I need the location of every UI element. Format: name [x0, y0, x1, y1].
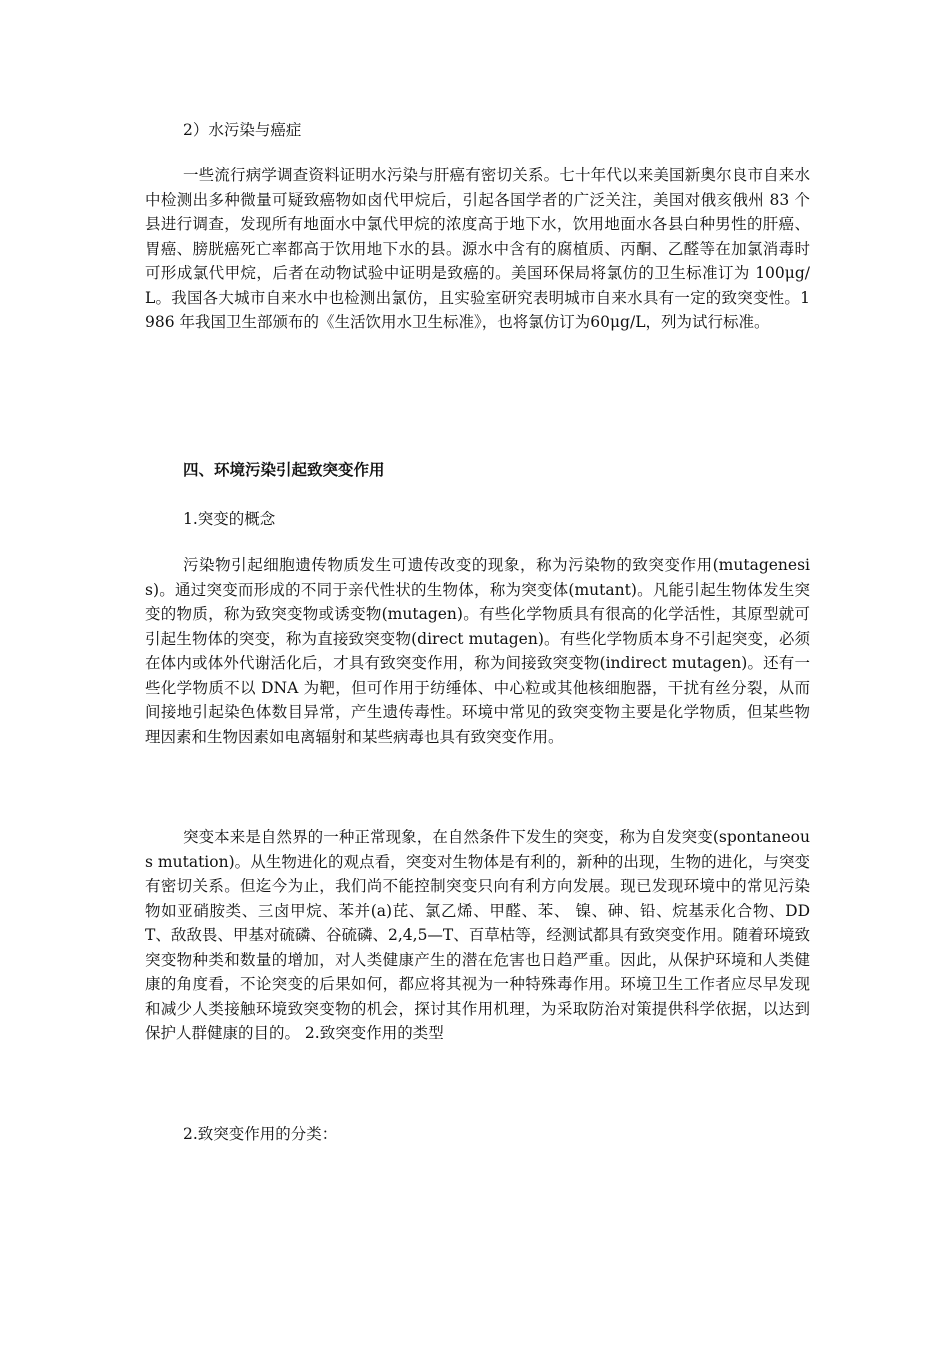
paragraph-water-pollution-cancer: 一些流行病学调查资料证明水污染与肝癌有密切关系。七十年代以来美国新奥尔良市自来水中检测出多种微量可疑致癌物如卤代甲烷后，引起各国学者的广泛关注，美国对俄亥俄州 83 个县进行调查，发现所有地面水中氯代甲烷的浓度高于地下水，饮用地面水各县白种男性的肝癌、胃癌、膀胱癌死亡率都高于饮用地下水的县。源水中含有的腐植质、丙酮、乙醛等在加氯消毒时可形成氯代甲烷，后者在动物试验中证明是致癌的。美国环保局将氯仿的卫生标准订为 100μg/L。我国各大城市自来水中也检测出氯仿，且实验室研究表明城市自来水具有一定的致突变性。1986 年我国卫生部颁布的《生活饮用水卫生标准》，也将氯仿订为60μg/L，列为试行标准。 [145, 166, 810, 331]
paragraph-spontaneous-mutation: 突变本来是自然界的一种正常现象，在自然条件下发生的突变，称为自发突变(spontaneous mutation)。从生物进化的观点看，突变对生物体是有利的，新种的出现，生物的进化，与突变有密切关系。但迄今为止，我们尚不能控制突变只向有利方向发展。现已发现环境中的常见污染物如亚硝胺类、三卤甲烷、苯并(a)芘、氯乙烯、甲醛、苯、 镍、砷、铅、烷基汞化合物、DDT、敌敌畏、甲基对硫磷、谷硫磷、2,4,5—T、百草枯等，经测试都具有致突变作用。随着环境致突变物种类和数量的增加，对人类健康产生的潜在危害也日趋严重。因此，从保护环境和人类健康的角度看，不论突变的后果如何，都应将其视为一种特殊毒作用。环境卫生工作者应尽早发现和减少人类接触环境致突变物的机会，探讨其作用机理，为采取防治对策提供科学依据，以达到保护人群健康的目的。 2.致突变作用的类型 [145, 828, 810, 1042]
paragraph-mutation-concept: 污染物引起细胞遗传物质发生可遗传改变的现象，称为污染物的致突变作用(mutagenesis)。通过突变而形成的不同于亲代性状的生物体，称为突变体(mutant)。凡能引起生物体发生突变的物质，称为致突变物或诱变物(mutagen)。有些化学物质具有很高的化学活性，其原型就可引起生物体的突变，称为直接致突变物(direct mutagen)。有些化学物质本身不引起突变，必须在体内或体外代谢活化后，才具有致突变作用，称为间接致突变物(indirect mutagen)。还有一些化学物质不以 DNA 为靶，但可作用于纺缍体、中心粒或其他核细胞器，干扰有丝分裂，从而间接地引起染色体数目异常，产生遗传毒性。环境中常见的致突变物主要是化学物质，但某些物理因素和生物因素如电离辐射和某些病毒也具有致突变作用。 [145, 556, 810, 746]
chapter-heading-mutagenesis: 四、环境污染引起致突变作用 [183, 461, 385, 479]
section-title-water-pollution-cancer: 2）水污染与癌症 [183, 121, 302, 139]
subsection-title-mutation-concept: 1.突变的概念 [183, 510, 276, 528]
subsection-title-mutagenesis-classification: 2.致突变作用的分类： [183, 1125, 338, 1143]
